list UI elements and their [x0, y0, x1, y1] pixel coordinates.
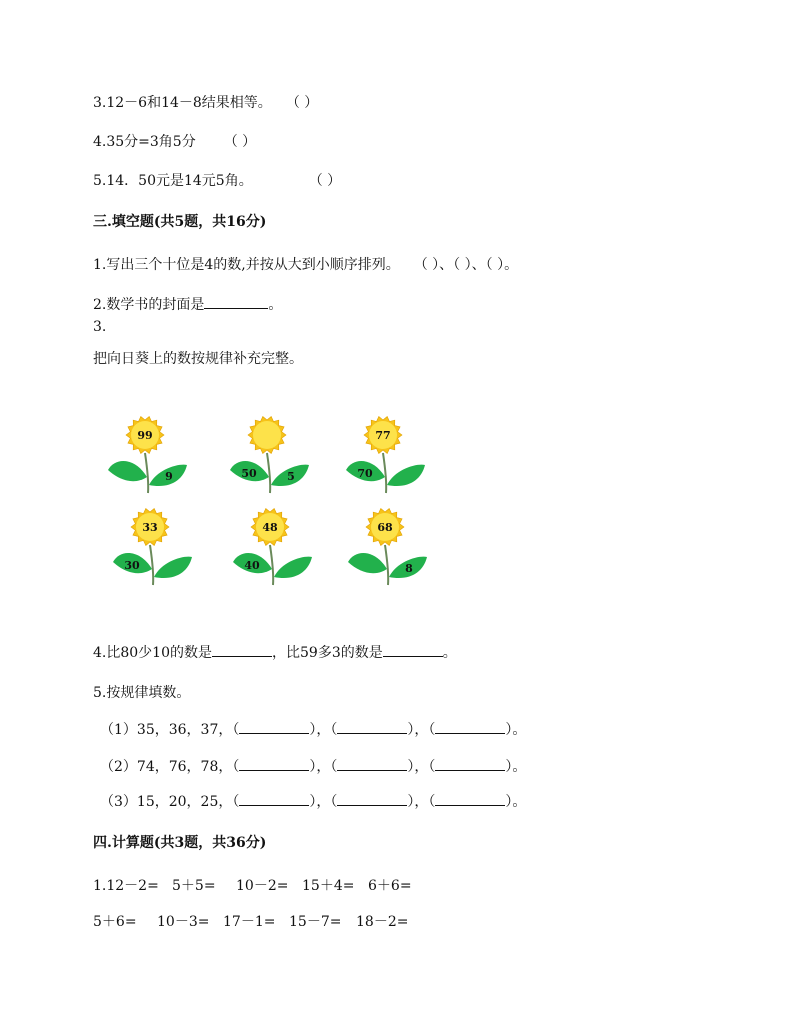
left-leaf-number: 70	[357, 467, 373, 480]
calc-expression[interactable]: 6＋6=	[368, 878, 412, 894]
answer-paren[interactable]: （ ）	[285, 95, 319, 111]
answer-blank[interactable]	[383, 644, 443, 657]
stem	[383, 453, 386, 493]
calc-row-2	[93, 913, 408, 931]
fill-question-3-number: 3.	[93, 319, 107, 335]
right-leaf-number: 8	[405, 562, 413, 575]
stem	[270, 545, 273, 585]
flower-number: 99	[137, 429, 153, 442]
answer-paren[interactable]: （ ）	[308, 173, 342, 189]
calc-expression[interactable]: 5＋6=	[93, 914, 137, 930]
sunflower	[113, 509, 192, 586]
calc-expression[interactable]: 10－2=	[236, 878, 289, 894]
section4-heading: 四.计算题(共3题，共36分)	[93, 835, 267, 851]
fill-question-2: 2.数学书的封面是 。	[93, 297, 283, 313]
answer-blank[interactable]	[239, 758, 309, 771]
left-leaf	[108, 461, 147, 481]
sunflower	[108, 417, 187, 494]
pattern-row-1: （1）35，36，37，（ ），（ ），（ ）。	[100, 722, 527, 738]
calc-row-1	[93, 877, 412, 895]
fill-question-3-text: 把向日葵上的数按规律补充完整。	[93, 351, 303, 367]
left-leaf-number: 50	[241, 467, 257, 480]
sunflower	[233, 509, 312, 586]
answer-blank[interactable]	[337, 793, 407, 806]
sunflower-figure	[100, 405, 440, 605]
stem	[385, 545, 388, 585]
stem	[145, 453, 148, 493]
answer-blank[interactable]	[435, 793, 505, 806]
flower-number: 77	[375, 429, 391, 442]
flower-number: 68	[377, 521, 393, 534]
sunflower	[348, 509, 427, 586]
stem	[267, 453, 270, 493]
right-leaf-number: 9	[165, 470, 173, 483]
answer-blank[interactable]	[337, 721, 407, 734]
judge-item-4: 4.35分=3角5分 （ ）	[93, 134, 257, 150]
answer-blank[interactable]	[212, 644, 272, 657]
calc-expression[interactable]: 5＋5=	[172, 878, 216, 894]
judge-item-5: 5.14．50元是14元5角。 （ ）	[93, 173, 342, 189]
fill-question-5: 5.按规律填数。	[93, 685, 191, 701]
left-leaf-number: 30	[124, 559, 140, 572]
sunflower	[230, 417, 309, 494]
right-leaf	[274, 557, 312, 578]
answer-blank[interactable]	[239, 721, 309, 734]
flower-number: 33	[142, 521, 158, 534]
flower-center	[253, 421, 281, 449]
answer-paren[interactable]: （ ）	[223, 134, 257, 150]
answer-blanks[interactable]: （ ）、（ ）、（ ）。	[413, 257, 519, 273]
left-leaf	[348, 553, 387, 573]
calc-expression[interactable]: 18－2=	[356, 914, 409, 930]
answer-blank[interactable]	[204, 296, 268, 309]
answer-blank[interactable]	[435, 758, 505, 771]
calc-expression[interactable]: 15－7=	[289, 914, 342, 930]
pattern-row-3: （3）15，20，25，（ ），（ ），（ ）。	[100, 794, 527, 810]
right-leaf-number: 5	[287, 470, 295, 483]
answer-blank[interactable]	[239, 793, 309, 806]
calc-expression[interactable]: 15＋4=	[302, 878, 355, 894]
answer-blank[interactable]	[435, 721, 505, 734]
fill-question-1: 1.写出三个十位是4的数,并按从大到小顺序排列。 （ ）、（ ）、（ ）。	[93, 257, 519, 273]
left-leaf-number: 40	[244, 559, 260, 572]
stem	[150, 545, 153, 585]
calc-expression[interactable]: 1.12－2=	[93, 878, 159, 894]
sunflower	[346, 417, 425, 494]
fill-question-4: 4.比80少10的数是 ，比59多3的数是 。	[93, 645, 457, 661]
right-leaf	[387, 465, 425, 486]
calc-expression[interactable]: 17－1=	[223, 914, 276, 930]
flower-number: 48	[262, 521, 278, 534]
answer-blank[interactable]	[337, 758, 407, 771]
pattern-row-2: （2）74，76，78，（ ），（ ），（ ）。	[100, 759, 527, 775]
calc-expression[interactable]: 10－3=	[157, 914, 210, 930]
judge-item-3: 3.12－6和14－8结果相等。 （ ）	[93, 95, 319, 111]
section3-heading: 三.填空题(共5题，共16分)	[93, 214, 267, 230]
right-leaf	[154, 557, 192, 578]
